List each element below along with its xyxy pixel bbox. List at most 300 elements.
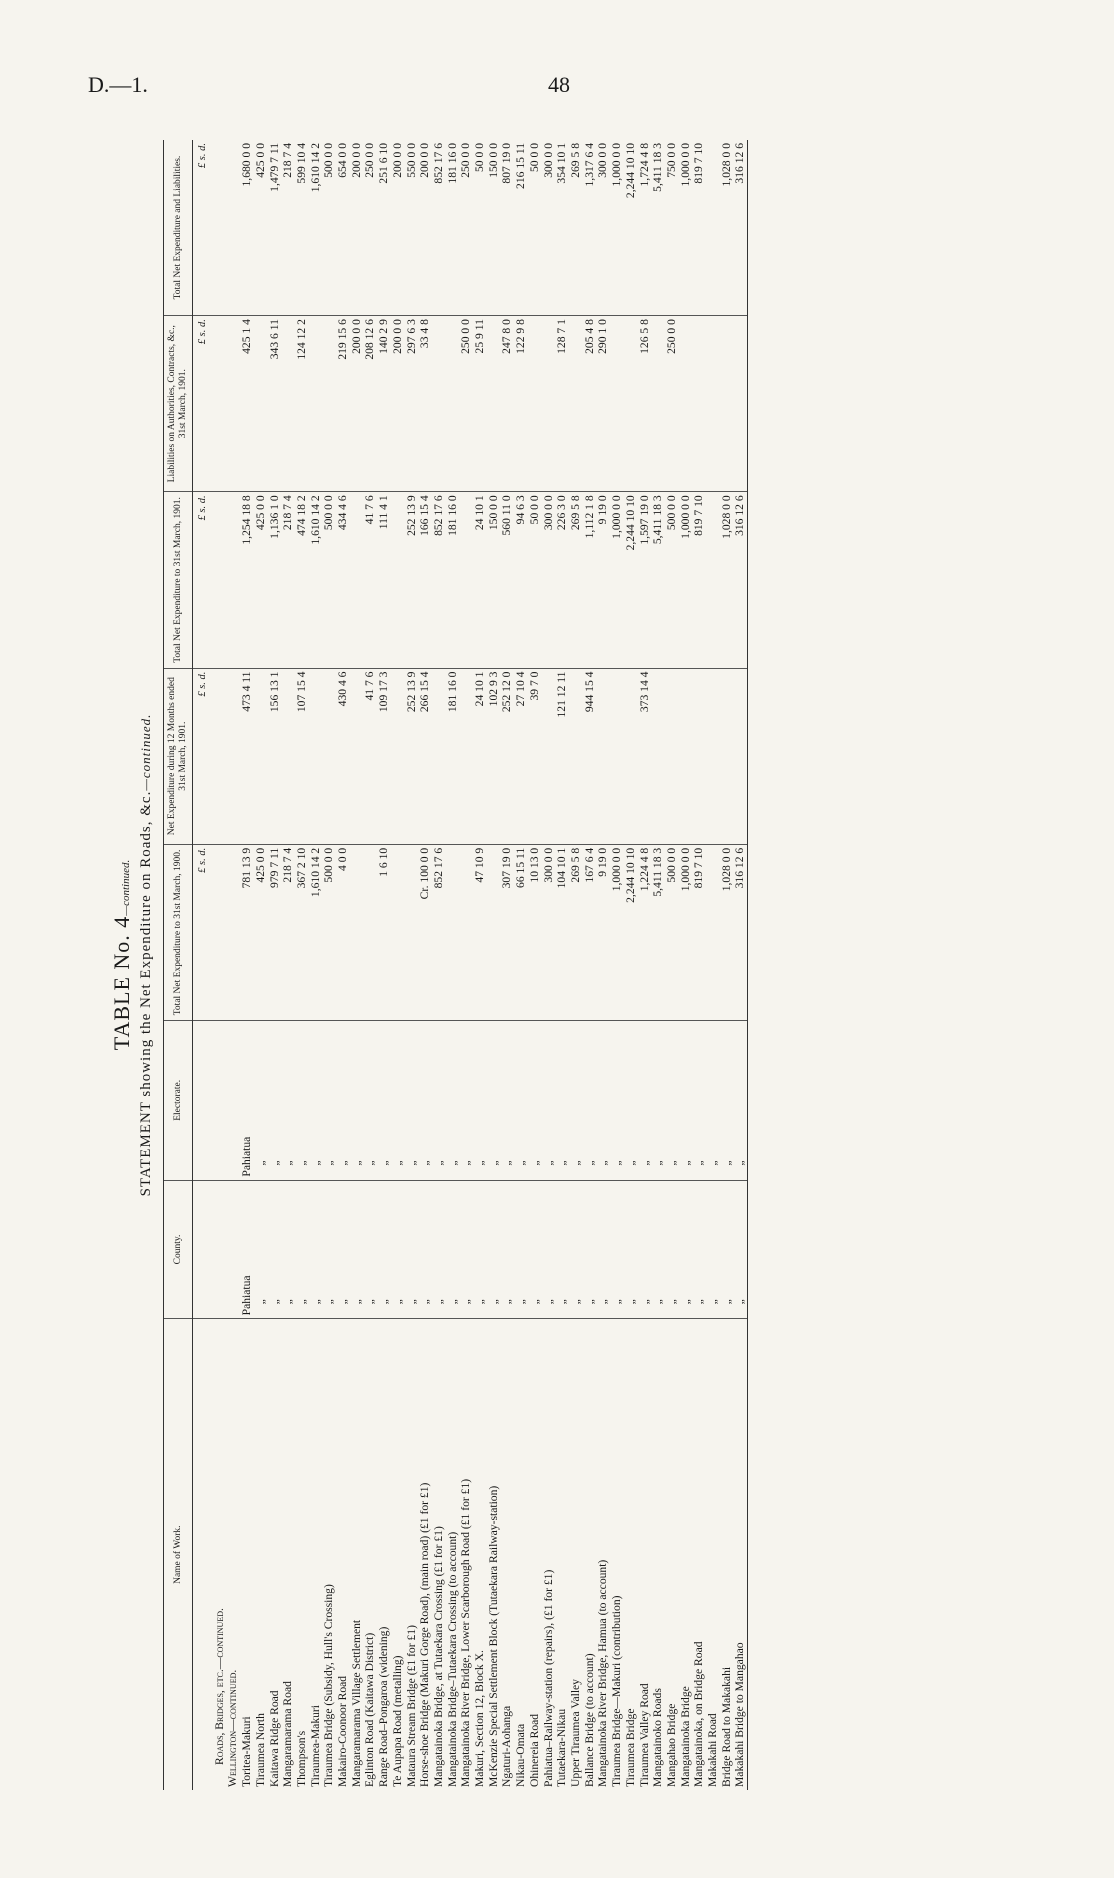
table-row: [651, 140, 665, 1790]
row-total-liabilities-cell: 2,244 10 10: [624, 140, 638, 316]
rotated-table-area: [110, 120, 1010, 1790]
row-electorate-cell: „: [679, 1021, 693, 1181]
row-total-1901-cell: 434 4 6: [336, 492, 350, 668]
row-total-liabilities-cell: 750 0 0: [665, 140, 679, 316]
row-total-1901-cell: 1,597 19 0: [638, 492, 652, 668]
row-total-1900-cell: 104 10 1: [555, 844, 569, 1020]
row-name-cell: Upper Tiraumea Valley: [568, 1679, 582, 1787]
table-row: [665, 140, 679, 1790]
row-electorate-cell: „: [596, 1021, 610, 1181]
header-liabilities: Liabilities on Authorities, Contracts, &c., 31st March, 1901.: [164, 316, 193, 492]
table-row: [610, 140, 624, 1790]
row-name-cell: Ballance Bridge (to account): [582, 1653, 596, 1787]
row-net-12-months-cell: [720, 668, 734, 844]
row-liabilities-cell: [487, 316, 501, 492]
table-row: [569, 140, 583, 1790]
row-total-1900-cell: 1 6 10: [377, 844, 391, 1020]
row-liabilities-cell: [624, 316, 638, 492]
units-cell: £ s. d.: [193, 668, 213, 844]
row-county-cell: „: [268, 1180, 282, 1319]
table-row: [624, 140, 638, 1790]
row-total-1900-cell: 852 17 6: [432, 844, 446, 1020]
row-total-1901-cell: 50 0 0: [528, 492, 542, 668]
row-total-liabilities-cell: 599 10 4: [295, 140, 309, 316]
table-row: [363, 140, 377, 1790]
row-county-cell: „: [432, 1180, 446, 1319]
district-heading-row: [226, 140, 240, 1790]
table-title-continued: —continued.: [120, 859, 132, 916]
page-header: [88, 72, 1038, 112]
row-total-1901-cell: 300 0 0: [542, 492, 556, 668]
row-electorate-cell: „: [555, 1021, 569, 1181]
table-row: [281, 140, 295, 1790]
row-net-12-months-cell: 473 4 11: [240, 668, 254, 844]
row-name-cell: Horse-shoe Bridge (Makuri Gorge Road), (main road) (£1 for £1): [418, 1482, 432, 1787]
row-net-12-months-cell: 252 12 0: [500, 668, 514, 844]
row-total-1901-cell: 166 15 4: [418, 492, 432, 668]
row-total-1900-cell: 781 13 9: [240, 844, 254, 1020]
table-row: [322, 140, 336, 1790]
table-row: [514, 140, 528, 1790]
row-net-12-months-cell: [350, 668, 364, 844]
table-row: [418, 140, 432, 1790]
row-name-cell: Mangatainoka River Bridge, Lower Scarborough Road (£1 for £1): [459, 1478, 473, 1787]
row-liabilities-cell: [309, 316, 323, 492]
row-net-12-months-cell: [459, 668, 473, 844]
row-net-12-months-cell: [391, 668, 405, 844]
row-county-cell: „: [322, 1180, 336, 1319]
row-name-cell: Mangatainoka River Bridge, Hamua (to account): [596, 1559, 610, 1787]
row-net-12-months-cell: [692, 668, 706, 844]
table-row: [446, 140, 460, 1790]
row-electorate-cell: „: [268, 1021, 282, 1181]
row-county-cell: „: [692, 1180, 706, 1319]
row-name-cell: Mangatainoka Bridge: [678, 1686, 692, 1787]
row-total-1901-cell: 819 7 10: [692, 492, 706, 668]
row-liabilities-cell: [733, 316, 747, 492]
row-net-12-months-cell: [665, 668, 679, 844]
row-name-cell: Eglinton Road (Kaitawa District): [363, 1632, 377, 1787]
row-name-cell: Pahiatua–Railway-station (repairs), (£1 for £1): [541, 1569, 555, 1787]
table-row: [254, 140, 268, 1790]
table-subtitle: [138, 120, 155, 1790]
row-total-1901-cell: 252 13 9: [405, 492, 419, 668]
table-row: [336, 140, 350, 1790]
row-total-liabilities-cell: 50 0 0: [528, 140, 542, 316]
row-liabilities-cell: [281, 316, 295, 492]
row-total-1900-cell: 4 0 0: [336, 844, 350, 1020]
row-total-liabilities-cell: 1,028 0 0: [720, 140, 734, 316]
header-net-12-months: Net Expenditure during 12 Months ended 31st March, 1901.: [164, 668, 193, 844]
row-net-12-months-cell: 252 13 9: [405, 668, 419, 844]
row-total-liabilities-cell: 807 19 0: [500, 140, 514, 316]
row-net-12-months-cell: [596, 668, 610, 844]
row-net-12-months-cell: [610, 668, 624, 844]
row-electorate-cell: Pahiatua: [240, 1021, 254, 1181]
row-total-liabilities-cell: 251 6 10: [377, 140, 391, 316]
row-total-1900-cell: 2,244 10 10: [624, 844, 638, 1020]
row-liabilities-cell: [692, 316, 706, 492]
row-total-liabilities-cell: 316 12 6: [733, 140, 747, 316]
table-row: [583, 140, 597, 1790]
row-name-cell: Mangatainoka, on Bridge Road: [692, 1641, 706, 1787]
row-total-1900-cell: 66 15 11: [514, 844, 528, 1020]
row-total-1901-cell: 500 0 0: [322, 492, 336, 668]
row-name-cell: Ngaturi-Aohanga: [500, 1705, 514, 1787]
row-total-1900-cell: [405, 844, 419, 1020]
row-total-liabilities-cell: 200 0 0: [350, 140, 364, 316]
row-electorate-cell: „: [254, 1021, 268, 1181]
table-row: [500, 140, 514, 1790]
row-total-liabilities-cell: 852 17 6: [432, 140, 446, 316]
row-liabilities-cell: 297 6 3: [405, 316, 419, 492]
row-net-12-months-cell: 109 17 3: [377, 668, 391, 844]
row-total-1900-cell: [706, 844, 720, 1020]
row-liabilities-cell: 343 6 11: [268, 316, 282, 492]
row-county-cell: „: [596, 1180, 610, 1319]
row-total-1900-cell: 307 19 0: [500, 844, 514, 1020]
row-total-1901-cell: 1,000 0 0: [610, 492, 624, 668]
row-total-1901-cell: 1,000 0 0: [679, 492, 693, 668]
row-county-cell: „: [665, 1180, 679, 1319]
row-total-1901-cell: 150 0 0: [487, 492, 501, 668]
row-total-1900-cell: 367 2 10: [295, 844, 309, 1020]
row-total-1901-cell: 474 18 2: [295, 492, 309, 668]
row-total-1900-cell: 167 6 4: [583, 844, 597, 1020]
row-liabilities-cell: 290 1 0: [596, 316, 610, 492]
row-net-12-months-cell: [281, 668, 295, 844]
row-liabilities-cell: 25 9 11: [473, 316, 487, 492]
row-liabilities-cell: 128 7 1: [555, 316, 569, 492]
row-total-liabilities-cell: 354 10 1: [555, 140, 569, 316]
page-number: 48: [548, 72, 570, 97]
row-total-1900-cell: [350, 844, 364, 1020]
row-county-cell: „: [569, 1180, 583, 1319]
row-name-cell: Tutaekara-Nikau: [555, 1708, 569, 1787]
statement-text: STATEMENT showing the Net Expenditure on Roads, &c.: [138, 790, 154, 1197]
row-total-1900-cell: 1,028 0 0: [720, 844, 734, 1020]
row-county-cell: „: [459, 1180, 473, 1319]
row-total-liabilities-cell: 250 0 0: [459, 140, 473, 316]
row-county-cell: „: [446, 1180, 460, 1319]
row-total-1900-cell: 819 7 10: [692, 844, 706, 1020]
row-electorate-cell: „: [500, 1021, 514, 1181]
row-liabilities-cell: 122 9 8: [514, 316, 528, 492]
row-name-cell: Makakahi Road: [706, 1713, 720, 1787]
row-county-cell: „: [610, 1180, 624, 1319]
row-total-liabilities-cell: 200 0 0: [391, 140, 405, 316]
header-total-liabilities: Total Net Expenditure and Liabilities.: [164, 140, 193, 316]
row-total-1900-cell: 269 5 8: [569, 844, 583, 1020]
row-electorate-cell: „: [336, 1021, 350, 1181]
row-total-1900-cell: 500 0 0: [665, 844, 679, 1020]
row-electorate-cell: „: [542, 1021, 556, 1181]
row-electorate-cell: „: [295, 1021, 309, 1181]
row-liabilities-cell: [679, 316, 693, 492]
row-electorate-cell: „: [665, 1021, 679, 1181]
row-total-1901-cell: [391, 492, 405, 668]
table-title-main: TABLE No. 4: [109, 915, 134, 1051]
row-county-cell: „: [473, 1180, 487, 1319]
row-total-1900-cell: 1,000 0 0: [679, 844, 693, 1020]
row-net-12-months-cell: 24 10 1: [473, 668, 487, 844]
units-cell: £ s. d.: [193, 316, 213, 492]
row-county-cell: „: [295, 1180, 309, 1319]
row-electorate-cell: „: [391, 1021, 405, 1181]
table-row: [692, 140, 706, 1790]
row-liabilities-cell: 140 2 9: [377, 316, 391, 492]
row-net-12-months-cell: 181 16 0: [446, 668, 460, 844]
row-liabilities-cell: 124 12 2: [295, 316, 309, 492]
row-liabilities-cell: 250 0 0: [665, 316, 679, 492]
row-county-cell: „: [583, 1180, 597, 1319]
row-total-1900-cell: 218 7 4: [281, 844, 295, 1020]
row-electorate-cell: „: [651, 1021, 665, 1181]
row-county-cell: „: [405, 1180, 419, 1319]
row-total-1901-cell: 316 12 6: [733, 492, 747, 668]
row-county-cell: „: [679, 1180, 693, 1319]
row-total-1900-cell: [391, 844, 405, 1020]
table-row: [295, 140, 309, 1790]
row-total-1900-cell: [459, 844, 473, 1020]
header-total-1901: Total Net Expenditure to 31st March, 1901.: [164, 492, 193, 668]
row-electorate-cell: „: [624, 1021, 638, 1181]
row-net-12-months-cell: [569, 668, 583, 844]
row-total-liabilities-cell: 218 7 4: [281, 140, 295, 316]
row-net-12-months-cell: [432, 668, 446, 844]
row-name-cell: Range Road–Pongaroa (widening): [377, 1626, 391, 1787]
row-electorate-cell: „: [569, 1021, 583, 1181]
row-electorate-cell: „: [446, 1021, 460, 1181]
row-electorate-cell: „: [720, 1021, 734, 1181]
row-total-liabilities-cell: 300 0 0: [542, 140, 556, 316]
row-total-1901-cell: 1,254 18 8: [240, 492, 254, 668]
units-cell: £ s. d.: [193, 140, 213, 316]
row-name-cell: Bridge Road to Makakahi: [719, 1666, 733, 1787]
table-row: [268, 140, 282, 1790]
row-net-12-months-cell: 121 12 11: [555, 668, 569, 844]
row-name-cell: Toritea-Makuri: [240, 1716, 254, 1787]
row-liabilities-cell: 33 4 8: [418, 316, 432, 492]
row-liabilities-cell: 425 1 4: [240, 316, 254, 492]
header-total-1900: Total Net Expenditure to 31st March, 1900.: [164, 844, 193, 1020]
row-county-cell: „: [542, 1180, 556, 1319]
row-county-cell: Pahiatua: [240, 1180, 254, 1319]
row-name-cell: Thompson's: [294, 1730, 308, 1787]
row-electorate-cell: „: [528, 1021, 542, 1181]
row-total-1901-cell: 500 0 0: [665, 492, 679, 668]
row-name-cell: Te Aupapa Road (metalling): [390, 1655, 404, 1787]
row-total-1901-cell: 1,028 0 0: [720, 492, 734, 668]
row-total-1900-cell: [487, 844, 501, 1020]
row-county-cell: „: [706, 1180, 720, 1319]
table-row: [596, 140, 610, 1790]
row-total-liabilities-cell: 550 0 0: [405, 140, 419, 316]
row-total-liabilities-cell: 269 5 8: [569, 140, 583, 316]
row-total-liabilities-cell: 1,317 6 4: [583, 140, 597, 316]
statement-continued: —continued.: [138, 713, 153, 791]
row-liabilities-cell: [432, 316, 446, 492]
row-net-12-months-cell: 41 7 6: [363, 668, 377, 844]
row-net-12-months-cell: [542, 668, 556, 844]
table-row: [679, 140, 693, 1790]
row-electorate-cell: „: [459, 1021, 473, 1181]
row-county-cell: „: [418, 1180, 432, 1319]
row-total-liabilities-cell: 500 0 0: [322, 140, 336, 316]
row-net-12-months-cell: [651, 668, 665, 844]
row-name-cell: Tiraumea Bridge (Subsidy, Hull's Crossing): [322, 1584, 336, 1787]
row-total-1900-cell: 47 10 9: [473, 844, 487, 1020]
row-total-1901-cell: 1,610 14 2: [309, 492, 323, 668]
table-row: [720, 140, 734, 1790]
row-net-12-months-cell: 107 15 4: [295, 668, 309, 844]
table-row: [432, 140, 446, 1790]
table-row: [528, 140, 542, 1790]
row-total-1901-cell: 852 17 6: [432, 492, 446, 668]
row-total-1900-cell: 425 0 0: [254, 844, 268, 1020]
table-row: [542, 140, 556, 1790]
section-heading: Roads, Bridges, etc.—continued.: [212, 1608, 226, 1765]
row-total-1901-cell: 218 7 4: [281, 492, 295, 668]
row-total-liabilities-cell: 50 0 0: [473, 140, 487, 316]
row-total-1900-cell: 10 13 0: [528, 844, 542, 1020]
row-net-12-months-cell: [309, 668, 323, 844]
row-total-liabilities-cell: 5,411 18 3: [651, 140, 665, 316]
table-row: [391, 140, 405, 1790]
row-county-cell: „: [350, 1180, 364, 1319]
table-row: [638, 140, 652, 1790]
section-heading-row: [213, 140, 227, 1790]
row-total-1900-cell: 1,610 14 2: [309, 844, 323, 1020]
row-electorate-cell: „: [405, 1021, 419, 1181]
row-liabilities-cell: [610, 316, 624, 492]
header-name: Name of Work.: [164, 1319, 193, 1790]
row-net-12-months-cell: 373 14 4: [638, 668, 652, 844]
row-total-liabilities-cell: 1,680 0 0: [240, 140, 254, 316]
row-name-cell: Tiraumea Bridge—Makuri (contribution): [610, 1595, 624, 1787]
units-row: [193, 140, 213, 1790]
table-row: [377, 140, 391, 1790]
row-total-liabilities-cell: 200 0 0: [418, 140, 432, 316]
district-heading: Wellington—continued.: [226, 1669, 240, 1787]
row-electorate-cell: „: [322, 1021, 336, 1181]
expenditure-table: [163, 140, 748, 1790]
row-liabilities-cell: 126 5 8: [638, 316, 652, 492]
row-total-1900-cell: 1,000 0 0: [610, 844, 624, 1020]
row-total-1900-cell: Cr. 100 0 0: [418, 844, 432, 1020]
row-liabilities-cell: 247 8 0: [500, 316, 514, 492]
row-county-cell: „: [720, 1180, 734, 1319]
row-county-cell: „: [377, 1180, 391, 1319]
row-total-1901-cell: 24 10 1: [473, 492, 487, 668]
row-total-liabilities-cell: 425 0 0: [254, 140, 268, 316]
row-electorate-cell: „: [281, 1021, 295, 1181]
row-net-12-months-cell: [254, 668, 268, 844]
row-county-cell: „: [651, 1180, 665, 1319]
row-name-cell: McKenzie Special Settlement Block (Tutaekara Railway-station): [486, 1485, 500, 1787]
row-electorate-cell: „: [309, 1021, 323, 1181]
row-total-liabilities-cell: 654 0 0: [336, 140, 350, 316]
row-liabilities-cell: [254, 316, 268, 492]
row-name-cell: Mangahao Bridge: [664, 1703, 678, 1787]
row-county-cell: „: [500, 1180, 514, 1319]
row-liabilities-cell: 200 0 0: [350, 316, 364, 492]
row-total-liabilities-cell: 150 0 0: [487, 140, 501, 316]
row-net-12-months-cell: 102 9 3: [487, 668, 501, 844]
row-liabilities-cell: [322, 316, 336, 492]
row-total-1900-cell: 5,411 18 3: [651, 844, 665, 1020]
row-total-liabilities-cell: 181 16 0: [446, 140, 460, 316]
row-total-1901-cell: [350, 492, 364, 668]
row-electorate-cell: „: [418, 1021, 432, 1181]
row-liabilities-cell: [651, 316, 665, 492]
row-name-cell: Tiraumea North: [253, 1713, 267, 1787]
row-total-1900-cell: 316 12 6: [733, 844, 747, 1020]
row-county-cell: „: [363, 1180, 377, 1319]
row-total-liabilities-cell: 300 0 0: [596, 140, 610, 316]
table-row: [555, 140, 569, 1790]
row-net-12-months-cell: [322, 668, 336, 844]
row-net-12-months-cell: 266 15 4: [418, 668, 432, 844]
row-electorate-cell: „: [377, 1021, 391, 1181]
row-electorate-cell: „: [514, 1021, 528, 1181]
row-name-cell: Makakahi Bridge to Mangahao: [733, 1319, 747, 1790]
row-name-cell: Kaitawa Ridge Road: [267, 1690, 281, 1787]
header-county: County.: [164, 1180, 193, 1319]
row-county-cell: „: [638, 1180, 652, 1319]
row-county-cell: „: [733, 1180, 747, 1319]
header-electorate: Electorate.: [164, 1021, 193, 1181]
row-total-1900-cell: 300 0 0: [542, 844, 556, 1020]
row-liabilities-cell: [528, 316, 542, 492]
row-liabilities-cell: [720, 316, 734, 492]
row-total-1901-cell: 41 7 6: [363, 492, 377, 668]
row-electorate-cell: „: [692, 1021, 706, 1181]
row-total-1901-cell: 94 6 3: [514, 492, 528, 668]
document-code: D.—1.: [88, 72, 148, 97]
row-electorate-cell: „: [473, 1021, 487, 1181]
row-county-cell: „: [487, 1180, 501, 1319]
row-electorate-cell: „: [638, 1021, 652, 1181]
table-row: [487, 140, 501, 1790]
row-county-cell: „: [254, 1180, 268, 1319]
row-liabilities-cell: 205 4 8: [583, 316, 597, 492]
row-name-cell: Makuri, Section 12, Block X.: [473, 1650, 487, 1787]
row-total-1901-cell: [706, 492, 720, 668]
row-county-cell: „: [336, 1180, 350, 1319]
table-row: [405, 140, 419, 1790]
row-total-1901-cell: 560 11 0: [500, 492, 514, 668]
row-electorate-cell: „: [432, 1021, 446, 1181]
row-county-cell: „: [281, 1180, 295, 1319]
row-name-cell: Mangatainoko Roads: [651, 1688, 665, 1787]
row-name-cell: Ohinereia Road: [527, 1713, 541, 1787]
row-electorate-cell: „: [706, 1021, 720, 1181]
row-county-cell: „: [528, 1180, 542, 1319]
row-electorate-cell: „: [487, 1021, 501, 1181]
row-name-cell: Nikau-Omata: [514, 1723, 528, 1787]
row-net-12-months-cell: [733, 668, 747, 844]
row-county-cell: „: [514, 1180, 528, 1319]
row-total-liabilities-cell: 1,479 7 11: [268, 140, 282, 316]
row-name-cell: Mangatainoka Bridge–Tutaekara Crossing (to account): [445, 1531, 459, 1787]
row-net-12-months-cell: 156 13 1: [268, 668, 282, 844]
row-total-liabilities-cell: 216 15 11: [514, 140, 528, 316]
row-net-12-months-cell: 944 15 4: [583, 668, 597, 844]
units-cell: £ s. d.: [193, 844, 213, 1020]
row-total-1901-cell: 425 0 0: [254, 492, 268, 668]
row-liabilities-cell: [446, 316, 460, 492]
